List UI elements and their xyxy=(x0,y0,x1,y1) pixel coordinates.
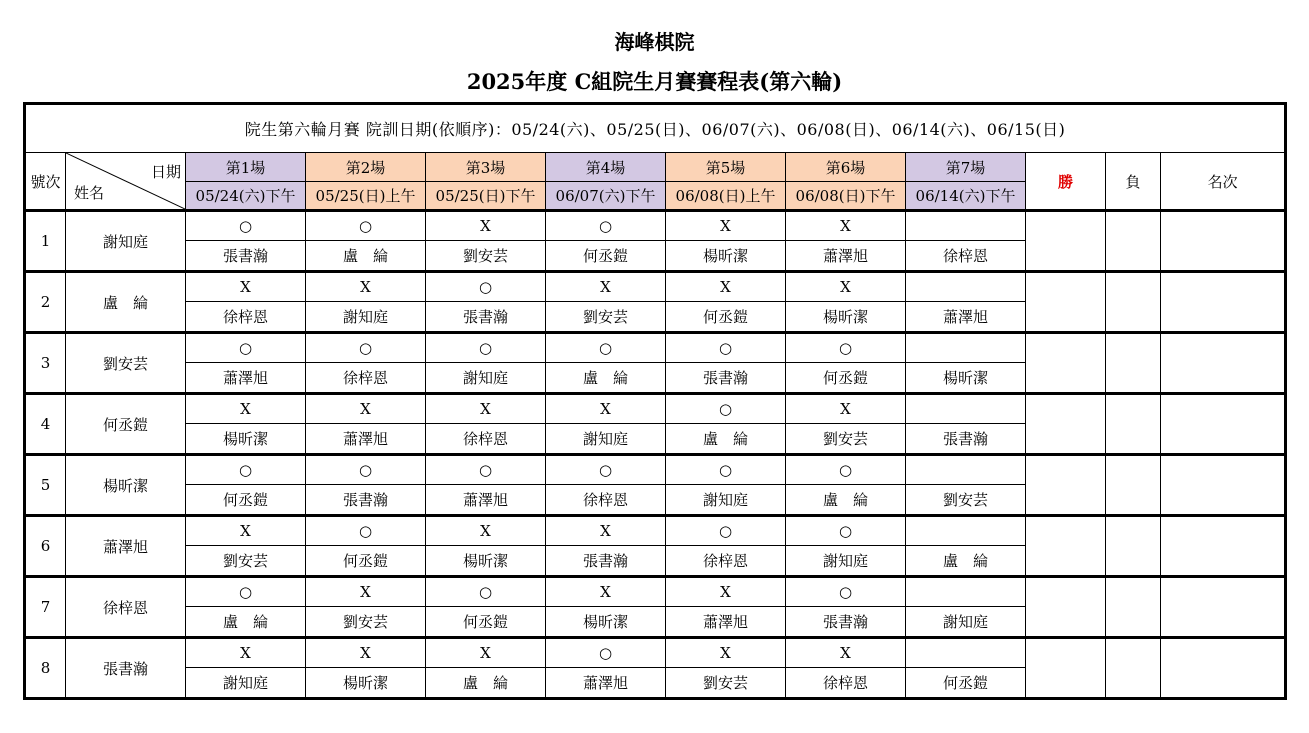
opponent-name: 何丞鎧 xyxy=(666,302,786,333)
win-count xyxy=(1026,394,1106,455)
round-label-3: 第3場 xyxy=(426,153,546,182)
match-result: X xyxy=(426,516,546,546)
opponent-name: 張書瀚 xyxy=(426,302,546,333)
win-count xyxy=(1026,455,1106,516)
opponent-name: 劉安芸 xyxy=(426,241,546,272)
match-result xyxy=(906,394,1026,424)
opponent-name: 蕭澤旭 xyxy=(306,424,426,455)
player-name: 張書瀚 xyxy=(66,638,186,699)
opponent-name: 徐梓恩 xyxy=(666,546,786,577)
opponent-name: 徐梓恩 xyxy=(186,302,306,333)
rank-value xyxy=(1161,516,1286,577)
opponent-name: 蕭澤旭 xyxy=(906,302,1026,333)
match-result: X xyxy=(666,211,786,241)
player-row xyxy=(25,455,1286,485)
round-label-6: 第6場 xyxy=(786,153,906,182)
player-name: 蕭澤旭 xyxy=(66,516,186,577)
name-date-header xyxy=(66,153,186,211)
opponent-name: 蕭澤旭 xyxy=(786,241,906,272)
player-number: 2 xyxy=(25,272,66,333)
match-result: ○ xyxy=(546,638,666,668)
opponent-name: 何丞鎧 xyxy=(546,241,666,272)
opponent-name: 盧 綸 xyxy=(426,668,546,699)
opponent-name: 楊昕潔 xyxy=(306,668,426,699)
match-result: X xyxy=(546,272,666,302)
match-result: ○ xyxy=(666,394,786,424)
match-result: X xyxy=(186,638,306,668)
round-date-1: 05/24(六)下午 xyxy=(186,182,306,211)
match-result: ○ xyxy=(426,455,546,485)
match-result: X xyxy=(306,577,426,607)
match-result: ○ xyxy=(426,333,546,363)
opponent-name: 張書瀚 xyxy=(666,363,786,394)
opponent-name: 盧 綸 xyxy=(306,241,426,272)
player-number: 1 xyxy=(25,211,66,272)
opponent-name: 盧 綸 xyxy=(786,485,906,516)
opponent-name: 何丞鎧 xyxy=(186,485,306,516)
loss-count xyxy=(1106,211,1161,272)
opponent-name: 楊昕潔 xyxy=(426,546,546,577)
opponent-name: 何丞鎧 xyxy=(426,607,546,638)
player-row xyxy=(25,211,1286,241)
schedule-table xyxy=(23,102,1287,700)
player-row xyxy=(25,638,1286,668)
match-result xyxy=(906,272,1026,302)
match-result: X xyxy=(666,272,786,302)
match-result: ○ xyxy=(306,211,426,241)
opponent-name: 徐梓恩 xyxy=(306,363,426,394)
player-row xyxy=(25,394,1286,424)
player-number: 4 xyxy=(25,394,66,455)
opponent-name: 蕭澤旭 xyxy=(186,363,306,394)
match-result: X xyxy=(306,638,426,668)
match-result: X xyxy=(306,394,426,424)
opponent-name: 徐梓恩 xyxy=(786,668,906,699)
win-count xyxy=(1026,516,1106,577)
opponent-name: 劉安芸 xyxy=(546,302,666,333)
player-number: 7 xyxy=(25,577,66,638)
player-name: 何丞鎧 xyxy=(66,394,186,455)
match-result: ○ xyxy=(786,333,906,363)
win-count xyxy=(1026,272,1106,333)
round-date-3: 05/25(日)下午 xyxy=(426,182,546,211)
opponent-name: 劉安芸 xyxy=(786,424,906,455)
rank-header: 名次 xyxy=(1161,153,1286,211)
match-result: X xyxy=(786,211,906,241)
loss-count xyxy=(1106,577,1161,638)
match-result: X xyxy=(786,272,906,302)
opponent-name: 謝知庭 xyxy=(186,668,306,699)
match-result: ○ xyxy=(546,455,666,485)
opponent-name: 劉安芸 xyxy=(666,668,786,699)
player-row xyxy=(25,516,1286,546)
player-name: 楊昕潔 xyxy=(66,455,186,516)
opponent-name: 盧 綸 xyxy=(666,424,786,455)
player-name: 謝知庭 xyxy=(66,211,186,272)
opponent-name: 張書瀚 xyxy=(786,607,906,638)
match-result: ○ xyxy=(786,455,906,485)
loss-count xyxy=(1106,333,1161,394)
player-number: 5 xyxy=(25,455,66,516)
match-result: ○ xyxy=(786,516,906,546)
opponent-name: 劉安芸 xyxy=(186,546,306,577)
opponent-name: 張書瀚 xyxy=(906,424,1026,455)
opponent-name: 盧 綸 xyxy=(186,607,306,638)
match-result: ○ xyxy=(426,577,546,607)
opponent-name: 何丞鎧 xyxy=(906,668,1026,699)
opponent-name: 蕭澤旭 xyxy=(666,607,786,638)
opponent-name: 盧 綸 xyxy=(546,363,666,394)
match-result: X xyxy=(186,394,306,424)
loss-count xyxy=(1106,394,1161,455)
opponent-name: 張書瀚 xyxy=(306,485,426,516)
opponent-name: 謝知庭 xyxy=(426,363,546,394)
player-number: 6 xyxy=(25,516,66,577)
match-result: X xyxy=(546,394,666,424)
match-result xyxy=(906,455,1026,485)
round-date-5: 06/08(日)上午 xyxy=(666,182,786,211)
rank-value xyxy=(1161,455,1286,516)
opponent-name: 徐梓恩 xyxy=(906,241,1026,272)
round-label-2: 第2場 xyxy=(306,153,426,182)
opponent-name: 楊昕潔 xyxy=(786,302,906,333)
win-count xyxy=(1026,638,1106,699)
opponent-name: 張書瀚 xyxy=(186,241,306,272)
match-result xyxy=(906,211,1026,241)
opponent-name: 楊昕潔 xyxy=(186,424,306,455)
opponent-name: 徐梓恩 xyxy=(426,424,546,455)
opponent-name: 楊昕潔 xyxy=(666,241,786,272)
opponent-name: 楊昕潔 xyxy=(906,363,1026,394)
player-row xyxy=(25,272,1286,302)
academy-title: 海峰棋院 xyxy=(614,30,695,54)
opponent-name: 何丞鎧 xyxy=(786,363,906,394)
win-count xyxy=(1026,577,1106,638)
match-result: X xyxy=(786,638,906,668)
opponent-name: 楊昕潔 xyxy=(546,607,666,638)
round-label-4: 第4場 xyxy=(546,153,666,182)
rank-value xyxy=(1161,577,1286,638)
match-result: X xyxy=(186,516,306,546)
loss-count xyxy=(1106,272,1161,333)
match-result: X xyxy=(666,577,786,607)
opponent-name: 謝知庭 xyxy=(546,424,666,455)
loss-header: 負 xyxy=(1106,153,1161,211)
round-date-2: 05/25(日)上午 xyxy=(306,182,426,211)
training-dates-notice: 院生第六輪月賽 院訓日期(依順序)：05/24(六)、05/25(日)、06/07(六)、06/08(日)、06/14(六)、06/15(日) xyxy=(25,104,1286,153)
schedule-title: 2025年度 C組院生月賽賽程表(第六輪) xyxy=(466,69,843,94)
opponent-name: 張書瀚 xyxy=(546,546,666,577)
match-result: ○ xyxy=(666,455,786,485)
match-result: ○ xyxy=(186,455,306,485)
match-result: ○ xyxy=(306,455,426,485)
player-name: 劉安芸 xyxy=(66,333,186,394)
opponent-name: 盧 綸 xyxy=(906,546,1026,577)
rank-value xyxy=(1161,638,1286,699)
player-name: 徐梓恩 xyxy=(66,577,186,638)
match-result: X xyxy=(786,394,906,424)
match-result: ○ xyxy=(186,211,306,241)
opponent-name: 何丞鎧 xyxy=(306,546,426,577)
round-label-1: 第1場 xyxy=(186,153,306,182)
opponent-name: 蕭澤旭 xyxy=(426,485,546,516)
match-result: ○ xyxy=(186,577,306,607)
round-date-7: 06/14(六)下午 xyxy=(906,182,1026,211)
win-header: 勝 xyxy=(1026,153,1106,211)
round-date-6: 06/08(日)下午 xyxy=(786,182,906,211)
rank-value xyxy=(1161,333,1286,394)
date-label: 日期 xyxy=(150,163,181,181)
player-number: 8 xyxy=(25,638,66,699)
match-result xyxy=(906,516,1026,546)
opponent-name: 劉安芸 xyxy=(306,607,426,638)
opponent-name: 謝知庭 xyxy=(666,485,786,516)
player-row xyxy=(25,333,1286,363)
player-row xyxy=(25,577,1286,607)
match-result: X xyxy=(666,638,786,668)
opponent-name: 謝知庭 xyxy=(786,546,906,577)
loss-count xyxy=(1106,638,1161,699)
player-name: 盧 綸 xyxy=(66,272,186,333)
round-label-5: 第5場 xyxy=(666,153,786,182)
win-count xyxy=(1026,211,1106,272)
match-result: X xyxy=(426,394,546,424)
match-result: X xyxy=(186,272,306,302)
name-label: 姓名 xyxy=(74,184,105,202)
match-result: ○ xyxy=(426,272,546,302)
opponent-name: 劉安芸 xyxy=(906,485,1026,516)
match-result: ○ xyxy=(786,577,906,607)
match-result xyxy=(906,333,1026,363)
rank-value xyxy=(1161,394,1286,455)
match-result: ○ xyxy=(546,211,666,241)
opponent-name: 謝知庭 xyxy=(906,607,1026,638)
rank-value xyxy=(1161,272,1286,333)
opponent-name: 蕭澤旭 xyxy=(546,668,666,699)
match-result: ○ xyxy=(306,333,426,363)
round-label-7: 第7場 xyxy=(906,153,1026,182)
match-result xyxy=(906,638,1026,668)
round-date-4: 06/07(六)下午 xyxy=(546,182,666,211)
match-result: ○ xyxy=(186,333,306,363)
number-header: 號次 xyxy=(25,153,66,211)
match-result: ○ xyxy=(306,516,426,546)
loss-count xyxy=(1106,516,1161,577)
match-result: ○ xyxy=(666,516,786,546)
match-result: X xyxy=(546,516,666,546)
match-result: X xyxy=(426,211,546,241)
opponent-name: 徐梓恩 xyxy=(546,485,666,516)
match-result: ○ xyxy=(546,333,666,363)
loss-count xyxy=(1106,455,1161,516)
opponent-name: 謝知庭 xyxy=(306,302,426,333)
match-result: X xyxy=(306,272,426,302)
player-number: 3 xyxy=(25,333,66,394)
match-result: X xyxy=(426,638,546,668)
match-result: X xyxy=(546,577,666,607)
match-result xyxy=(906,577,1026,607)
rank-value xyxy=(1161,211,1286,272)
match-result: ○ xyxy=(666,333,786,363)
win-count xyxy=(1026,333,1106,394)
